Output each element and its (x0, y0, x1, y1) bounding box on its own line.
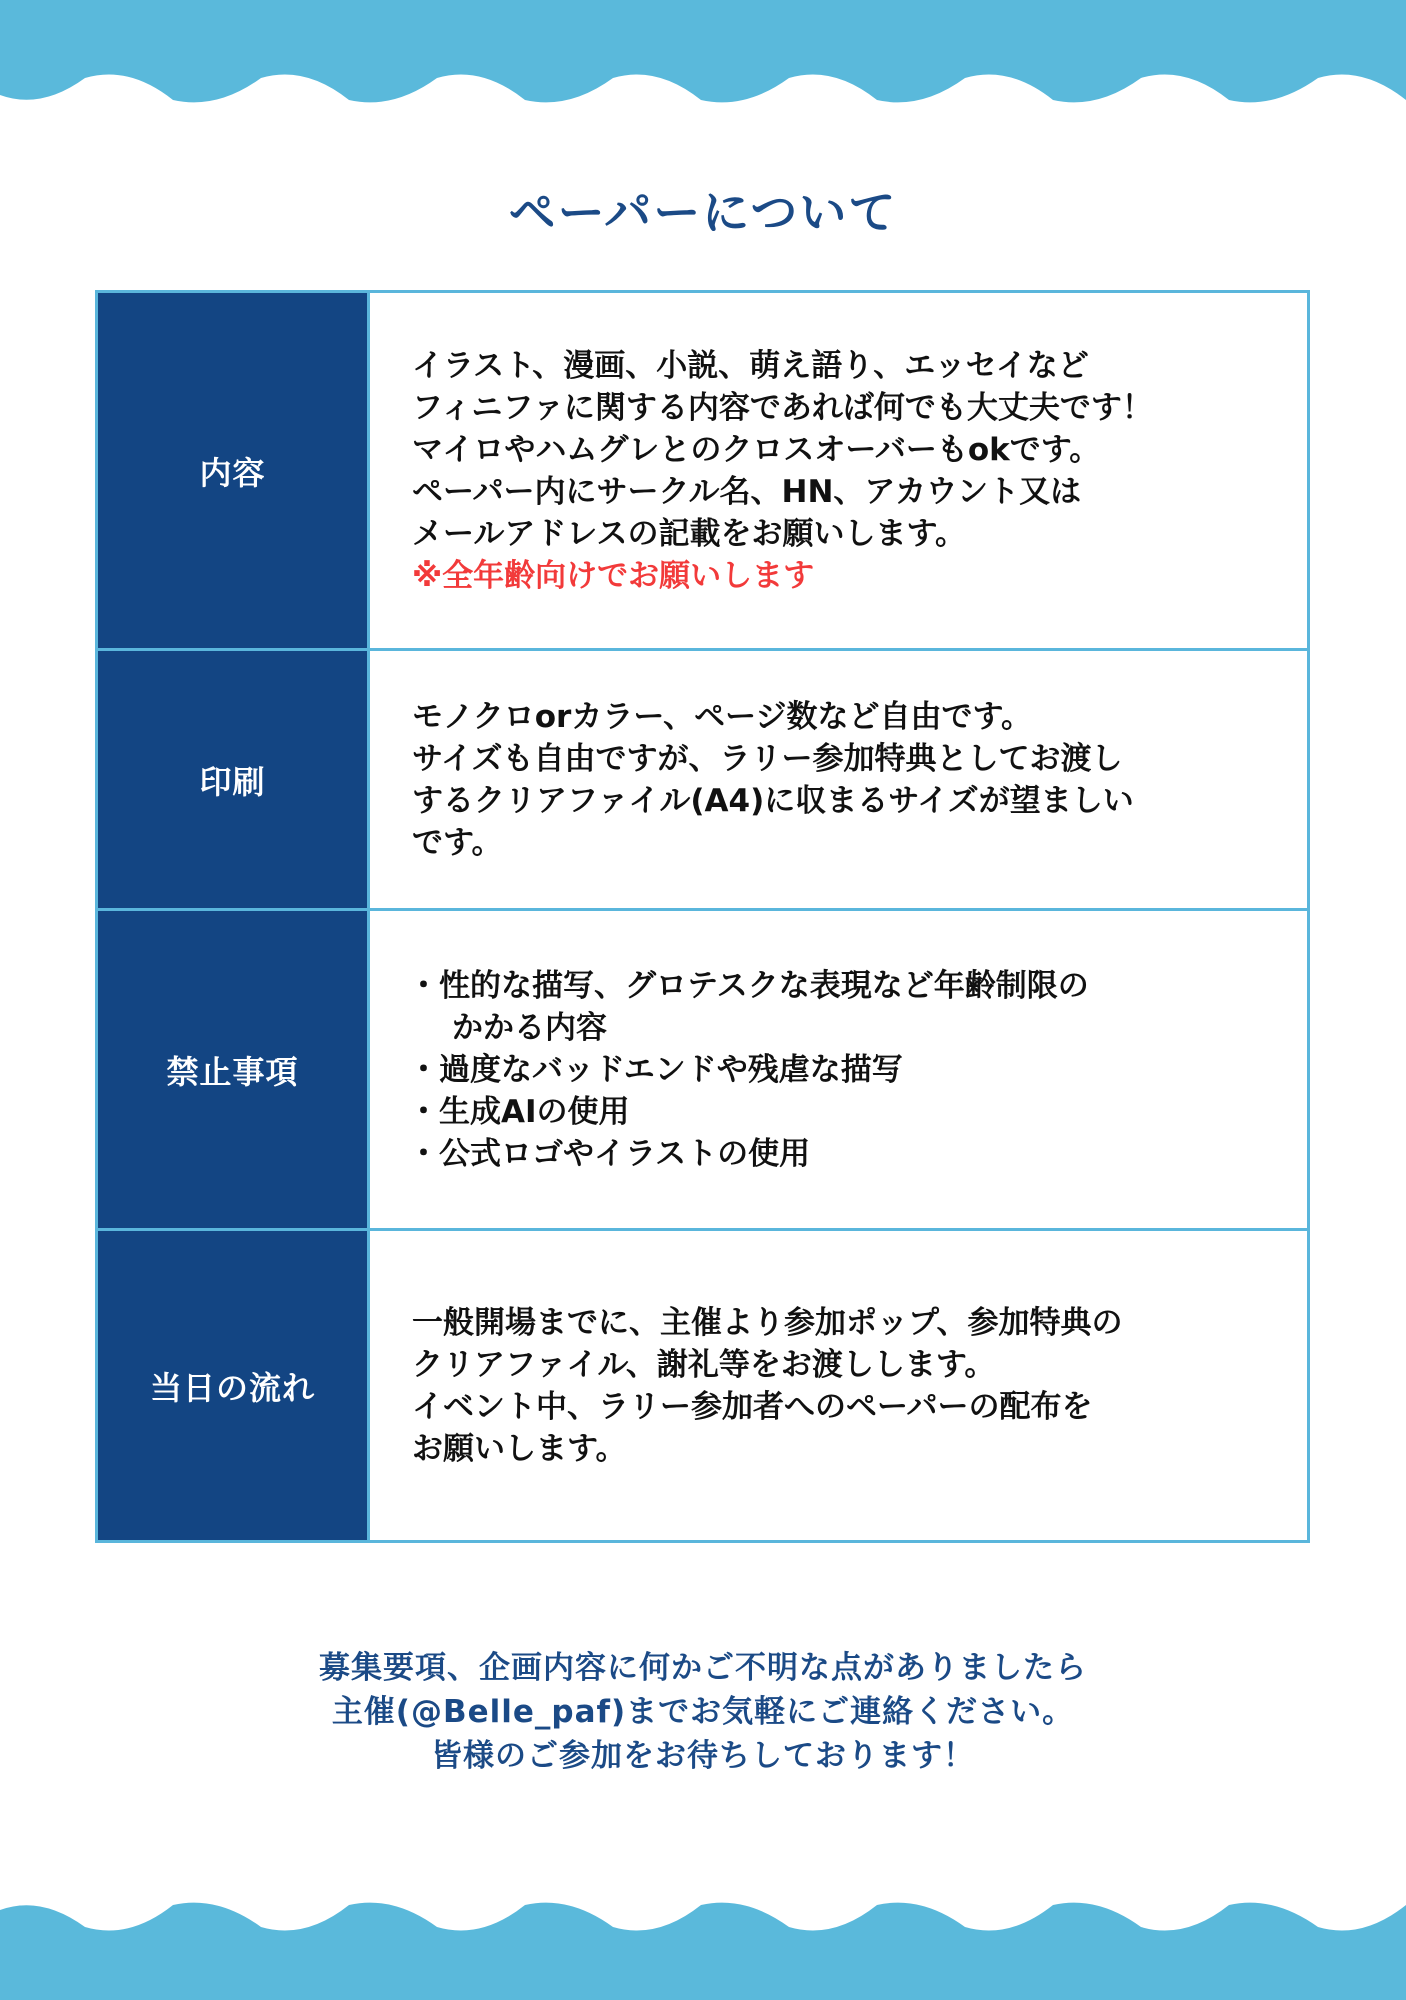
text-line: クリアファイル、謝礼等をお渡しします。 (412, 1346, 996, 1383)
day-flow-text (370, 1231, 1307, 1540)
text-line: メールアドレスの記載をお願いします。 (412, 515, 966, 552)
text-line: フィニファに関する内容であれば何でも大丈夫です！ (412, 389, 1153, 426)
text-line: サイズも自由ですが、ラリー参加特典としてお渡し (412, 740, 1123, 777)
footer-line: 皆様のご参加をお待ちしております！ (431, 1738, 975, 1774)
list-item: ・過度なバッドエンドや残虐な描写 (408, 1051, 903, 1088)
row-day-flow (98, 1231, 1307, 1540)
row-prohibited (98, 911, 1307, 1231)
text-line: イラスト、漫画、小説、萌え語り、エッセイなど (412, 347, 1089, 384)
text-line: ペーパー内にサークル名、HN、アカウント又は (412, 473, 1082, 510)
row-label-content: 内容 (98, 293, 370, 648)
row-printing (98, 651, 1307, 911)
prohibited-list (370, 911, 1307, 1228)
row-label-prohibited: 禁止事項 (98, 911, 370, 1228)
text-line: マイロやハムグレとのクロスオーバーもokです。 (412, 431, 1101, 468)
footer-message (0, 1646, 1406, 1778)
footer-line: 募集要項、企画内容に何かご不明な点がありましたら (319, 1650, 1087, 1686)
footer-line: 主催(@Belle_paf)までお気軽にご連絡ください。 (331, 1694, 1075, 1730)
text-line: 一般開場までに、主催より参加ポップ、参加特典の (412, 1304, 1123, 1341)
list-item-continuation: かかる内容 (452, 1009, 607, 1046)
text-line: イベント中、ラリー参加者へのペーパーの配布を (412, 1388, 1093, 1425)
content-guidelines-text (370, 293, 1307, 648)
text-line: するクリアファイル(A4)に収まるサイズが望ましい (412, 782, 1134, 819)
top-wave-decoration (0, 0, 1406, 150)
page-title: ペーパーについて (508, 186, 898, 241)
list-item: ・生成AIの使用 (408, 1093, 630, 1130)
list-item: ・公式ロゴやイラストの使用 (408, 1135, 811, 1172)
paper-info-table (95, 290, 1310, 1543)
list-item: ・性的な描写、グロテスクな表現など年齢制限の (408, 967, 1089, 1004)
row-label-printing: 印刷 (98, 651, 370, 908)
text-line: です。 (412, 824, 503, 861)
text-line: お願いします。 (412, 1430, 627, 1467)
text-line: モノクロorカラー、ページ数など自由です。 (412, 698, 1033, 735)
all-ages-note: ※全年齢向けでお願いします (412, 557, 815, 594)
bottom-wave-decoration (0, 1865, 1406, 2000)
row-label-day-flow: 当日の流れ (98, 1231, 370, 1540)
row-content-guidelines (98, 293, 1307, 651)
printing-text (370, 651, 1307, 908)
